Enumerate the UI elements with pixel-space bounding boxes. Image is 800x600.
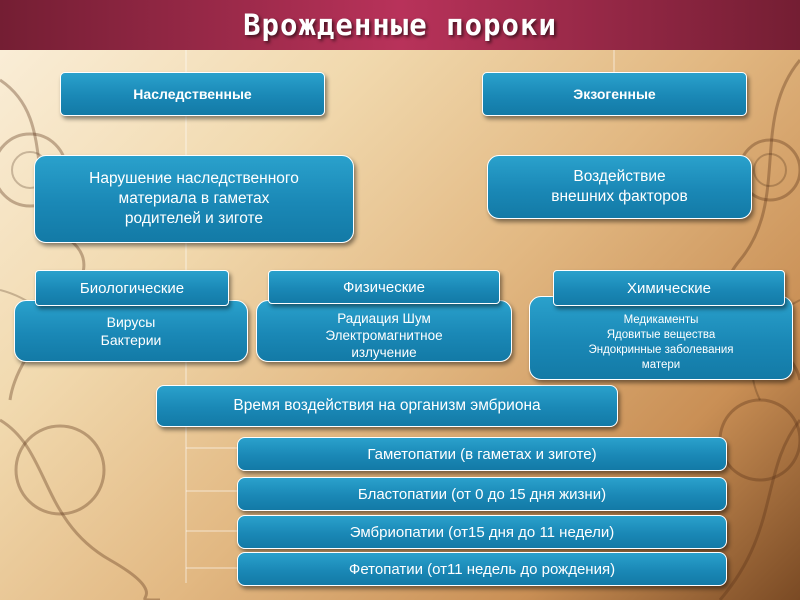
stage-fetopathy xyxy=(237,552,727,586)
stage-label: Эмбриопатии (от15 дня до 11 недели) xyxy=(349,523,615,541)
exogenous-description-text: Воздействие внешних факторов xyxy=(551,168,688,205)
exogenous-header-label: Экзогенные xyxy=(573,86,656,102)
biological-category xyxy=(35,270,229,306)
biological-factors-list xyxy=(14,300,248,362)
hereditary-header-label: Наследственные xyxy=(133,86,252,102)
physical-category-label: Физические xyxy=(343,278,425,296)
stage-embryopathy xyxy=(237,515,727,549)
exposure-time-text: Время воздействия на организм эмбриона xyxy=(233,397,541,414)
physical-category xyxy=(268,270,500,304)
hereditary-description-text: Нарушение наследственного материала в гаметах родителей и зиготе xyxy=(89,170,299,227)
exposure-time-box xyxy=(156,385,618,427)
chemical-factors-list xyxy=(529,296,793,380)
page-title: Врожденные пороки xyxy=(243,8,557,42)
physical-factors-text: Радиация Шум Электромагнитное излучение xyxy=(325,310,443,360)
stage-label: Гаметопатии (в гаметах и зиготе) xyxy=(367,445,597,463)
stage-gametopathy xyxy=(237,437,727,471)
biological-factors-text: Вирусы Бактерии xyxy=(100,314,162,348)
hereditary-description xyxy=(34,155,354,243)
stage-blastopathy xyxy=(237,477,727,511)
exogenous-header xyxy=(482,72,747,116)
biological-category-label: Биологические xyxy=(79,279,185,297)
chemical-category-label: Химические xyxy=(626,279,712,297)
exogenous-description xyxy=(487,155,752,219)
chemical-factors-text: Медикаменты Ядовитые вещества Эндокринные заболевания матери xyxy=(588,314,734,371)
stage-label: Бластопатии (от 0 до 15 дня жизни) xyxy=(357,485,607,503)
hereditary-header xyxy=(60,72,325,116)
physical-factors-list xyxy=(256,300,512,362)
chemical-category xyxy=(553,270,785,306)
stage-label: Фетопатии (от11 недель до рождения) xyxy=(348,560,616,578)
